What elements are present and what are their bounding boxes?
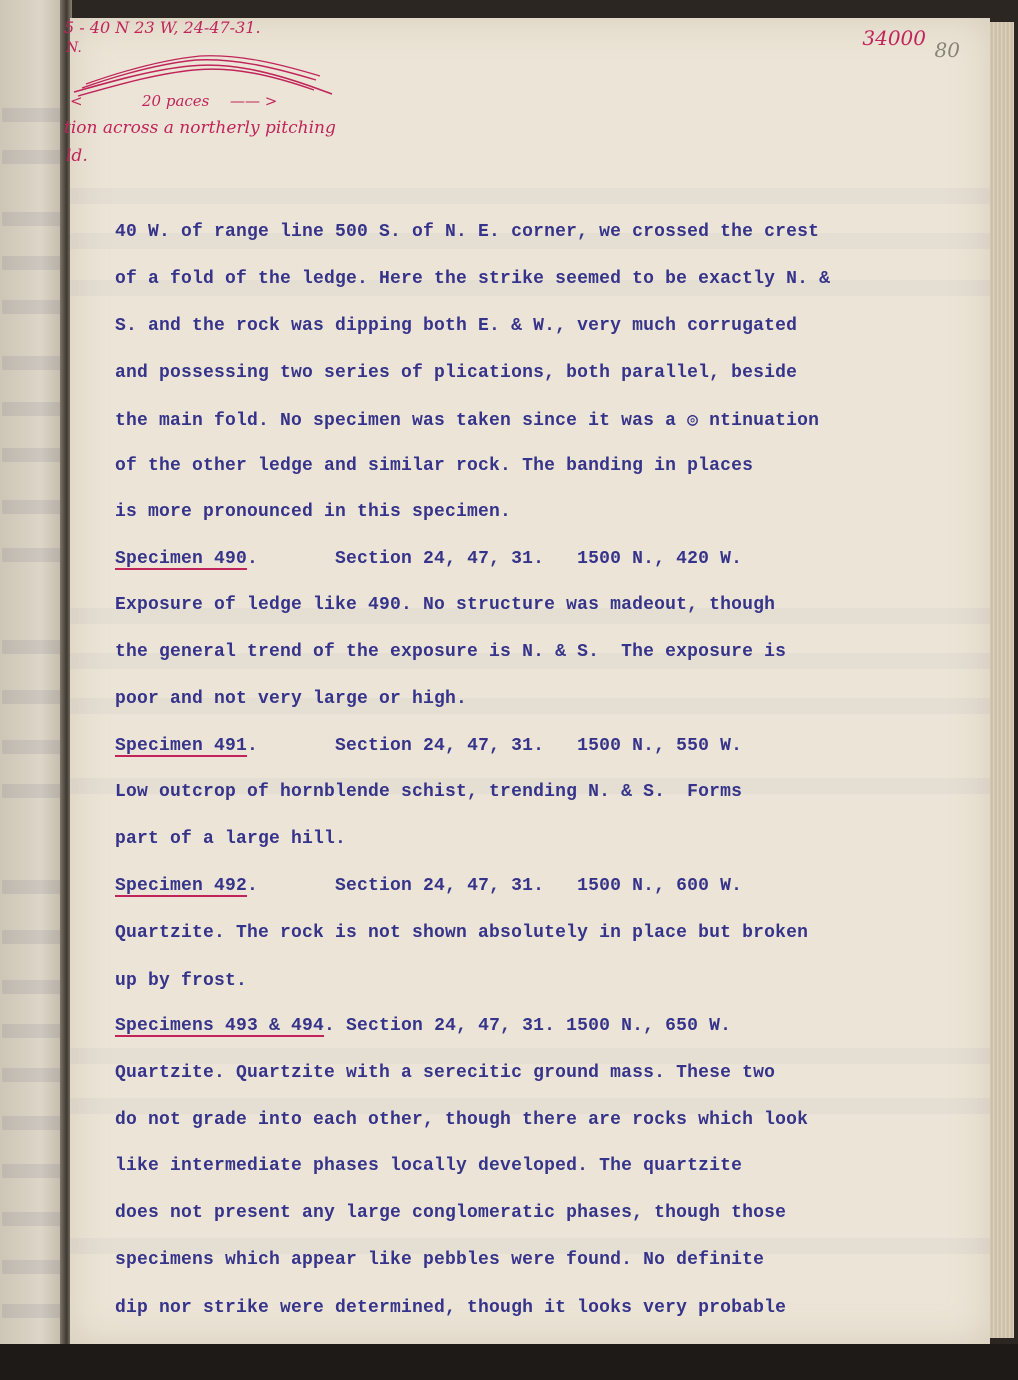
text-line: like intermediate phases locally developed. The quartzite bbox=[115, 1156, 743, 1176]
text-line: the main fold. No specimen was taken since it was a ◎ ntinuation bbox=[115, 411, 820, 431]
text-line: S. and the rock was dipping both E. & W., very much corrugated bbox=[115, 316, 798, 336]
specimen-493-494-heading bbox=[115, 1016, 731, 1036]
text-line: 40 W. of range line 500 S. of N. E. corner, we crossed the crest bbox=[115, 222, 820, 242]
paces-label: 20 paces bbox=[142, 92, 210, 110]
specimen-location: . Section 24, 47, 31. 1500 N., 550 W. bbox=[247, 736, 743, 756]
text-line: does not present any large conglomeratic phases, though those bbox=[115, 1203, 787, 1223]
handwritten-location-note: 5 - 40 N 23 W, 24-47-31. bbox=[64, 18, 261, 37]
notebook-page bbox=[64, 18, 990, 1344]
text-line: of a fold of the ledge. Here the strike seemed to be exactly N. & bbox=[115, 269, 831, 289]
left-page-edge bbox=[0, 0, 68, 1380]
text-line: of the other ledge and similar rock. The banding in places bbox=[115, 456, 754, 476]
handwritten-page-number: 34000 bbox=[862, 26, 926, 50]
fold-sketch bbox=[70, 52, 350, 98]
text-line: and possessing two series of plications, both parallel, beside bbox=[115, 363, 798, 383]
text-line: up by frost. bbox=[115, 971, 248, 991]
specimen-label: Specimen 490 bbox=[115, 549, 248, 569]
specimen-490-heading bbox=[115, 549, 742, 569]
specimen-label: Specimen 491 bbox=[115, 736, 248, 756]
specimen-label: Specimens 493 & 494 bbox=[115, 1016, 325, 1036]
text-line: dip nor strike were determined, though it looks very probable bbox=[115, 1298, 787, 1318]
text-line: is more pronounced in this specimen. bbox=[115, 502, 512, 522]
text-line: Exposure of ledge like 490. No structure was madeout, though bbox=[115, 595, 776, 615]
stacked-page-edges bbox=[990, 22, 1014, 1338]
text-line: part of a large hill. bbox=[115, 829, 347, 849]
specimen-location: . Section 24, 47, 31. 1500 N., 600 W. bbox=[247, 876, 743, 896]
handwritten-across-note: tion across a northerly pitching bbox=[64, 118, 336, 138]
specimen-491-heading bbox=[115, 736, 742, 756]
text-line: Quartzite. The rock is not shown absolutely in place but broken bbox=[115, 923, 809, 943]
pencil-mark: 80 bbox=[934, 38, 960, 62]
text-line: do not grade into each other, though there are rocks which look bbox=[115, 1110, 809, 1130]
arrow-right-glyph: —— > bbox=[230, 92, 278, 110]
handwritten-fold-note: ld. bbox=[66, 146, 88, 166]
specimen-location: . Section 24, 47, 31. 1500 N., 420 W. bbox=[247, 549, 743, 569]
text-line: the general trend of the exposure is N. & S. The exposure is bbox=[115, 642, 787, 662]
specimen-location: . Section 24, 47, 31. 1500 N., 650 W. bbox=[324, 1016, 732, 1036]
text-line: Quartzite. Quartzite with a serecitic ground mass. These two bbox=[115, 1063, 776, 1083]
text-line: Low outcrop of hornblende schist, trending N. & S. Forms bbox=[115, 782, 743, 802]
handwritten-n-label: N. bbox=[66, 40, 82, 56]
text-line: specimens which appear like pebbles were found. No definite bbox=[115, 1250, 765, 1270]
specimen-label: Specimen 492 bbox=[115, 876, 248, 896]
arrow-left-glyph: < bbox=[70, 92, 83, 110]
background-surface bbox=[0, 1344, 1018, 1380]
specimen-492-heading bbox=[115, 876, 742, 896]
text-line: poor and not very large or high. bbox=[115, 689, 468, 709]
